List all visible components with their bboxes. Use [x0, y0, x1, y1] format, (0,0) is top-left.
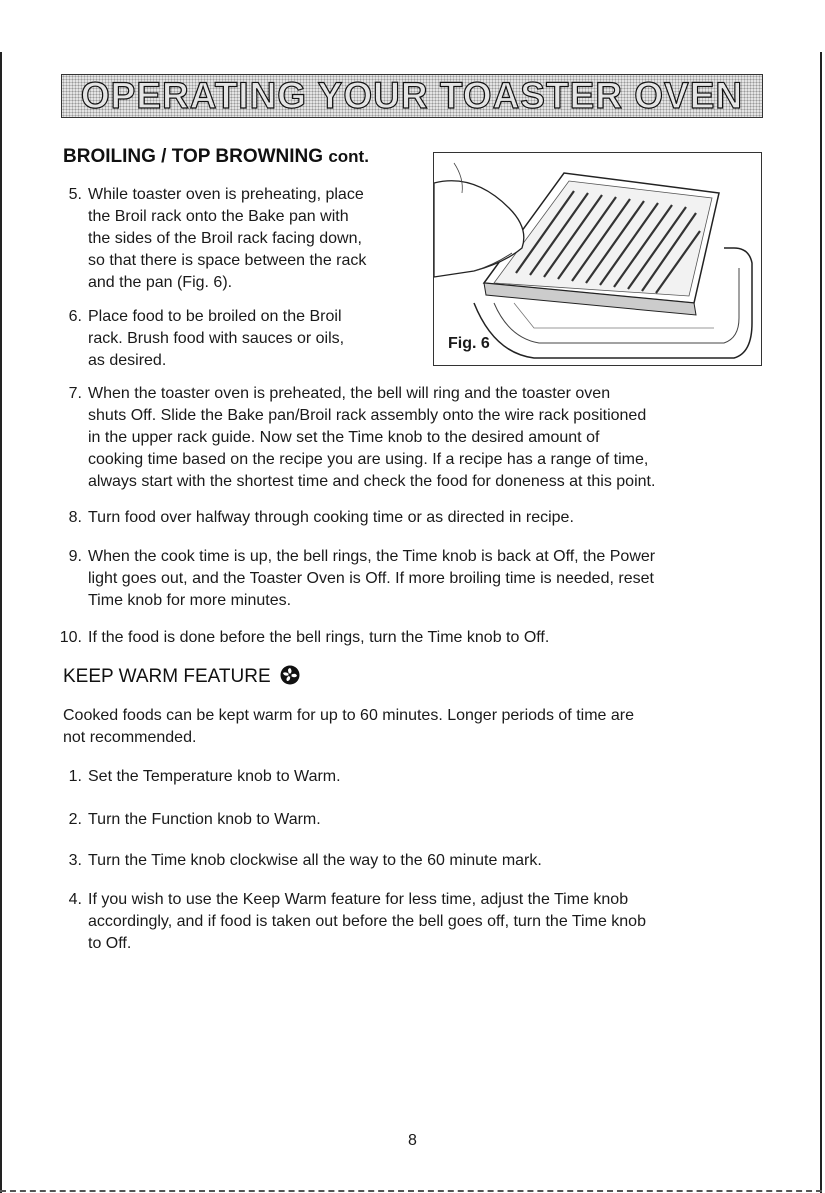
- step-line: When the toaster oven is preheated, the bell will ring and the toaster oven: [88, 385, 611, 402]
- page-bottom-edge: [0, 1190, 822, 1192]
- intro-line: Cooked foods can be kept warm for up to 60 minutes. Longer periods of time are: [63, 707, 634, 724]
- step-line: Place food to be broiled on the Broil: [88, 308, 342, 325]
- step-line: accordingly, and if food is taken out before the bell goes off, turn the Time knob: [88, 913, 646, 930]
- step-line: shuts Off. Slide the Bake pan/Broil rack assembly onto the wire rack positioned: [88, 407, 647, 424]
- step-number: 3.: [68, 852, 82, 869]
- step-line: Set the Temperature knob to Warm.: [88, 768, 341, 785]
- broiling-heading-suffix: cont.: [328, 147, 369, 166]
- page-right-edge: [820, 52, 822, 1193]
- list-item: [58, 627, 758, 649]
- broiling-heading: [63, 146, 369, 168]
- step-number: 10.: [59, 629, 82, 646]
- step-number: 2.: [68, 811, 82, 828]
- step-text: [88, 850, 542, 872]
- step-number: 5.: [68, 186, 82, 203]
- list-item: [58, 889, 758, 955]
- page-left-edge: [0, 52, 2, 1193]
- step-line: always start with the shortest time and check the food for doneness at this point.: [88, 473, 656, 490]
- fan-icon: [280, 665, 300, 691]
- step-line: Turn food over halfway through cooking time or as directed in recipe.: [88, 509, 574, 526]
- step-text: [88, 184, 366, 294]
- step-line: Turn the Time knob clockwise all the way to the 60 minute mark.: [88, 852, 542, 869]
- step-text: [88, 627, 549, 649]
- step-number: 6.: [68, 308, 82, 325]
- step-line: the sides of the Broil rack facing down,: [88, 230, 362, 247]
- step-line: so that there is space between the rack: [88, 252, 367, 269]
- step-text: [88, 766, 341, 788]
- list-item: [58, 184, 428, 294]
- list-item: [58, 546, 758, 612]
- step-line: Turn the Function knob to Warm.: [88, 811, 321, 828]
- list-item: [58, 809, 758, 831]
- page-number: 8: [408, 1132, 417, 1149]
- step-text: [88, 306, 344, 372]
- figure-6: [433, 152, 762, 366]
- step-line: to Off.: [88, 935, 132, 952]
- step-line: in the upper rack guide. Now set the Time knob to the desired amount of: [88, 429, 600, 446]
- step-line: Time knob for more minutes.: [88, 592, 292, 609]
- keep-warm-intro: [63, 705, 763, 749]
- keep-warm-heading: [63, 665, 300, 691]
- list-item: [58, 306, 428, 372]
- figure-label: Fig. 6: [448, 335, 490, 352]
- step-line: light goes out, and the Toaster Oven is Off. If more broiling time is needed, reset: [88, 570, 654, 587]
- page-title: OPERATING YOUR TOASTER OVEN: [80, 75, 744, 116]
- broiling-heading-text: BROILING / TOP BROWNING: [63, 146, 324, 167]
- step-line: When the cook time is up, the bell rings, the Time knob is back at Off, the Power: [88, 548, 656, 565]
- title-banner: [61, 74, 763, 118]
- step-line: While toaster oven is preheating, place: [88, 186, 364, 203]
- step-number: 9.: [68, 548, 82, 565]
- step-line: If the food is done before the bell rings, turn the Time knob to Off.: [88, 629, 550, 646]
- step-line: as desired.: [88, 352, 167, 369]
- step-number: 7.: [68, 385, 82, 402]
- keep-warm-heading-text: KEEP WARM FEATURE: [63, 666, 271, 687]
- step-line: If you wish to use the Keep Warm feature for less time, adjust the Time knob: [88, 891, 629, 908]
- step-line: and the pan (Fig. 6).: [88, 274, 233, 291]
- step-text: [88, 546, 655, 612]
- step-number: 4.: [68, 891, 82, 908]
- step-text: [88, 507, 574, 529]
- step-number: 1.: [68, 768, 82, 785]
- step-text: [88, 889, 646, 955]
- step-line: the Broil rack onto the Bake pan with: [88, 208, 349, 225]
- step-text: [88, 809, 321, 831]
- list-item: [58, 766, 758, 788]
- intro-line: not recommended.: [63, 729, 197, 746]
- list-item: [58, 383, 758, 493]
- step-text: [88, 383, 655, 493]
- step-number: 8.: [68, 509, 82, 526]
- list-item: [58, 507, 758, 529]
- list-item: [58, 850, 758, 872]
- step-line: cooking time based on the recipe you are using. If a recipe has a range of time,: [88, 451, 649, 468]
- step-line: rack. Brush food with sauces or oils,: [88, 330, 345, 347]
